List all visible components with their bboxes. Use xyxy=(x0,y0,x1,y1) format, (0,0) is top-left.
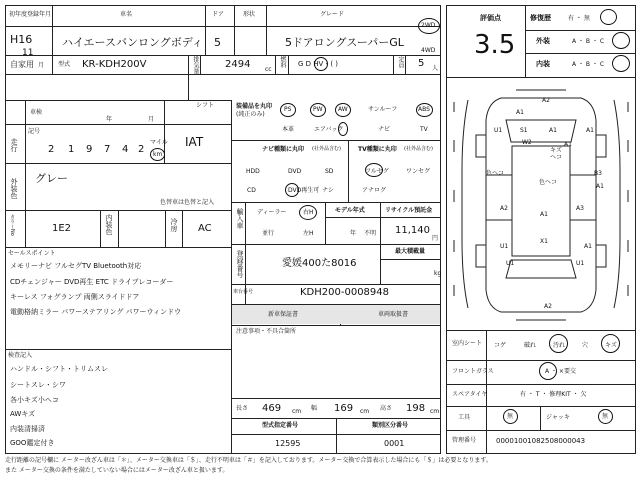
fuel-options: G D HV・( ) xyxy=(298,60,339,68)
reg-no-value: 愛媛400た8016 xyxy=(282,258,357,269)
tv-analog: アナログ xyxy=(362,187,387,194)
model-label: 型式 xyxy=(58,61,71,68)
navi-cd: CD xyxy=(247,187,256,194)
capacity-label: 定員 xyxy=(397,56,404,68)
first-reg-era: H16 xyxy=(10,33,33,46)
equip-abs: ABS xyxy=(418,106,430,113)
selling-point-4: 電動格納ミラー パワーステアリング パワーウィンドウ xyxy=(10,308,182,316)
interior-grade-options: A ・ B ・ C xyxy=(572,61,605,68)
repair-options: 有 ・ 無 xyxy=(568,15,590,22)
mileage-digit-6: 2 xyxy=(138,144,145,155)
class-label: 類別区分番号 xyxy=(372,422,409,429)
exterior-color-label: 外装色 xyxy=(10,178,18,199)
repair-label: 修復歴 xyxy=(530,14,551,22)
tv-fullseg: フルセグ xyxy=(365,168,389,175)
tv-type-label: TV種類に丸印 xyxy=(358,146,397,153)
navi-type-sub: (社外品含む) xyxy=(312,146,341,152)
max-load-label: 最大積載量 xyxy=(395,248,426,255)
interior-c-circle xyxy=(612,55,630,72)
svg-text:A1: A1 xyxy=(549,127,557,134)
interior-label: 内装 xyxy=(536,60,550,68)
jack-value: 無 xyxy=(602,413,609,420)
inspector-note-5: 内装清掃済 xyxy=(10,425,45,433)
equip-leather: 本革 xyxy=(282,126,295,133)
exterior-c-circle xyxy=(612,32,630,49)
svg-text:A2: A2 xyxy=(542,97,550,104)
car-name-value: ハイエースバンロングボディ xyxy=(62,36,203,49)
svg-text:U1: U1 xyxy=(494,127,503,134)
car-damage-diagram xyxy=(446,80,636,325)
inspection-label: 車検 xyxy=(30,109,43,116)
width-unit: cm xyxy=(360,408,370,415)
seat-scratch: キズ xyxy=(605,342,617,349)
mileage-digit-4: 7 xyxy=(104,144,111,155)
equipment-label: 装備品を丸印 xyxy=(236,103,273,110)
spare-label: スペアタイヤ xyxy=(452,391,488,398)
footer-line-1: 走行距離の記号欄に メーター改ざん車は「＊」、メーター交換車は「＄」、走行不明車は「＃」を記入しております。メーター交換で合算表示した場合にも「＄」は必要となります。 xyxy=(5,457,492,464)
mileage-digit-1: 2 xyxy=(48,144,55,155)
drive-2wd: 2WD xyxy=(421,22,436,29)
glass-label: フロントガラス xyxy=(452,368,494,375)
svg-text:ヘコ: ヘコ xyxy=(550,154,563,161)
equip-tv: TV xyxy=(420,126,428,133)
svg-text:S1: S1 xyxy=(520,127,528,134)
svg-text:A2: A2 xyxy=(500,205,508,212)
recycle-label: リサイクル預託金 xyxy=(385,207,433,214)
fuel-circle xyxy=(314,57,328,71)
ac-label: 冷房 xyxy=(170,218,178,232)
ac-value: AC xyxy=(198,223,212,234)
tv-oneseg: ワンセグ xyxy=(406,168,431,175)
recycle-unit: 円 xyxy=(432,235,439,242)
length-unit: cm xyxy=(292,408,302,415)
seat-stain: 汚れ xyxy=(553,342,566,349)
equip-navi: ナビ xyxy=(378,126,391,133)
month-unit: 月 xyxy=(38,62,45,69)
color-change-note: 色替車は色替と記入 xyxy=(160,199,215,206)
svg-text:キズ: キズ xyxy=(550,147,562,154)
seat-label: 室内シート xyxy=(452,340,483,347)
warranty-label: 新車保証書 xyxy=(268,311,299,318)
shift-label: シフト xyxy=(196,102,215,109)
footer-line-2: また メーター交換の条件を満たしていない場合にはメーター改ざん車と扱います。 xyxy=(5,467,229,474)
inspector-note-2: シートスレ・シワ xyxy=(10,381,66,389)
import-label: 輸入車 xyxy=(236,208,244,229)
inspector-notes-label: 検査記入 xyxy=(8,352,33,359)
length-value: 469 xyxy=(262,403,282,414)
inspector-note-3: 各小キズ小ヘコ xyxy=(10,396,59,404)
drive-4wd: 4WD xyxy=(421,47,436,54)
mileage-sub: 記号 xyxy=(28,128,41,135)
navi-none: ナシ xyxy=(322,187,334,194)
inspector-note-1: ハンドル・シフト・トリムスレ xyxy=(10,365,108,373)
svg-text:色ヘコ: 色ヘコ xyxy=(539,179,558,186)
capacity-unit: 人 xyxy=(432,65,439,72)
seat-burn: コゲ xyxy=(494,342,507,349)
svg-text:A1: A1 xyxy=(564,141,572,148)
displacement-value: 2494 xyxy=(225,59,251,70)
mileage-digit-2: 1 xyxy=(68,144,75,155)
recycle-value: 11,140 xyxy=(395,225,430,236)
grade-value: 5ドアロングスーパーGL xyxy=(285,36,404,49)
selling-point-1: メモリーナビ フルセグTV Bluetooth対応 xyxy=(10,262,142,270)
chassis-label: 車台番号 xyxy=(233,289,254,295)
mgmt-value: 00001001082508000043 xyxy=(496,437,586,445)
svg-text:色ヘコ: 色ヘコ xyxy=(486,170,505,177)
reg-no-label: 登録番号 xyxy=(236,250,244,278)
svg-text:A1: A1 xyxy=(516,109,524,116)
inspection-month: 月 xyxy=(148,116,155,123)
model-year-unit: 年 xyxy=(350,230,357,237)
grade-label: グレード xyxy=(320,11,345,18)
svg-text:W2: W2 xyxy=(522,139,532,146)
inspection-year: 年 xyxy=(106,116,113,123)
tools-label: 工具 xyxy=(458,414,471,421)
length-label: 長さ xyxy=(236,405,249,412)
navi-sd: SD xyxy=(325,168,334,175)
svg-text:A2: A2 xyxy=(544,303,552,310)
displacement-label: 排気量 xyxy=(192,56,199,74)
height-label: 高さ xyxy=(380,405,393,412)
svg-text:A1: A1 xyxy=(586,127,594,134)
svg-text:A1: A1 xyxy=(540,211,548,218)
import-dealer: ディーラー xyxy=(257,209,287,216)
handle-right: 右H xyxy=(303,209,314,216)
class-value: 0001 xyxy=(384,439,405,448)
inspector-note-4: AWキズ xyxy=(10,410,36,418)
svg-text:U1: U1 xyxy=(506,260,515,267)
svg-text:U1: U1 xyxy=(500,243,509,250)
color-no-label: カラーNo xyxy=(9,214,15,236)
cc-unit: cc xyxy=(265,66,272,73)
svg-text:X1: X1 xyxy=(540,238,548,245)
svg-text:B3: B3 xyxy=(594,170,602,177)
height-value: 198 xyxy=(406,403,426,414)
jack-label: ジャッキ xyxy=(546,414,570,421)
max-load-unit: kg xyxy=(434,270,442,277)
handle-left: 左H xyxy=(303,230,314,237)
svg-text:A1: A1 xyxy=(584,243,592,250)
exterior-label: 外装 xyxy=(536,37,550,45)
shift-value: IAT xyxy=(185,135,204,149)
exterior-grade-options: A ・ B ・ C xyxy=(572,38,605,45)
equip-aw: AW xyxy=(338,106,348,113)
doors-value: 5 xyxy=(214,36,221,49)
shape-label: 形状 xyxy=(243,11,256,18)
svg-text:A3: A3 xyxy=(576,205,584,212)
spare-options: 有 ・ T ・ 修理KIT ・ 欠 xyxy=(520,391,587,398)
equip-pw: PW xyxy=(313,106,323,113)
type-cert-value: 12595 xyxy=(275,439,301,448)
seat-hole: 穴 xyxy=(582,342,589,349)
height-unit: cm xyxy=(430,408,440,415)
km-unit: km xyxy=(153,151,163,158)
selling-point-2: CDチェンジャー DVD再生 ETC ドライブレコーダー xyxy=(10,278,174,286)
fuel-label: 燃料 xyxy=(279,56,286,68)
notes-label: 注意事項・不具合箇所 xyxy=(236,328,297,335)
doors-label: ドア xyxy=(212,11,224,18)
navi-dvd: DVD xyxy=(288,168,302,175)
navi-hdd: HDD xyxy=(246,168,260,175)
inspector-note-6: GOO鑑定付き xyxy=(10,439,55,447)
interior-color-label: 内装色 xyxy=(105,214,113,235)
records-label: 車両取扱書 xyxy=(378,311,409,318)
score-value: 3.5 xyxy=(474,30,516,60)
model-year-value: 不明 xyxy=(364,230,377,237)
navi-type-label: ナビ種類に丸印 xyxy=(262,146,305,153)
equip-sunroof: サンルーフ xyxy=(368,106,398,113)
import-parallel: 並行 xyxy=(262,230,275,237)
seat-tear: 破れ xyxy=(524,342,537,349)
selling-point-3: キーレス フォグランプ 両側スライドドア xyxy=(10,293,140,301)
color-no-value: 1E2 xyxy=(52,223,72,234)
exterior-color-value: グレー xyxy=(35,172,68,185)
first-reg-label: 初年度登録年月 xyxy=(9,11,52,18)
mileage-digit-3: 9 xyxy=(86,144,93,155)
mgmt-label: 管理番号 xyxy=(452,437,477,444)
equip-airbag: エアバック xyxy=(314,126,344,133)
first-reg-month: 11 xyxy=(22,48,34,58)
width-value: 169 xyxy=(334,403,354,414)
model-year-label: モデル年式 xyxy=(335,207,365,214)
mileage-digit-5: 4 xyxy=(122,144,129,155)
chassis-value: KDH200-0008948 xyxy=(300,287,390,298)
score-label: 評価点 xyxy=(480,14,501,22)
usage-value: 自家用 xyxy=(10,60,34,69)
mile-unit: マイル xyxy=(150,139,168,146)
equipment-sub: (純正のみ) xyxy=(236,111,265,118)
svg-text:U1: U1 xyxy=(576,260,585,267)
svg-text:A1: A1 xyxy=(596,183,604,190)
type-cert-label: 型式指定番号 xyxy=(262,422,299,429)
model-value: KR-KDH200V xyxy=(82,59,147,70)
capacity-value: 5 xyxy=(418,58,425,69)
car-name-label: 車名 xyxy=(120,11,133,18)
tv-type-sub: (社外品含む) xyxy=(404,146,433,152)
width-label: 幅 xyxy=(311,405,318,412)
equip-ps: PS xyxy=(284,106,292,113)
mileage-label: 走行 xyxy=(10,138,18,152)
repair-none-circle xyxy=(600,9,617,25)
selling-points-label: セールスポイント xyxy=(8,250,56,257)
glass-options: A ・ ×要交 xyxy=(545,368,576,375)
navi-dvd-play: DVD再生可 xyxy=(288,187,320,194)
tools-value: 無 xyxy=(507,413,514,420)
